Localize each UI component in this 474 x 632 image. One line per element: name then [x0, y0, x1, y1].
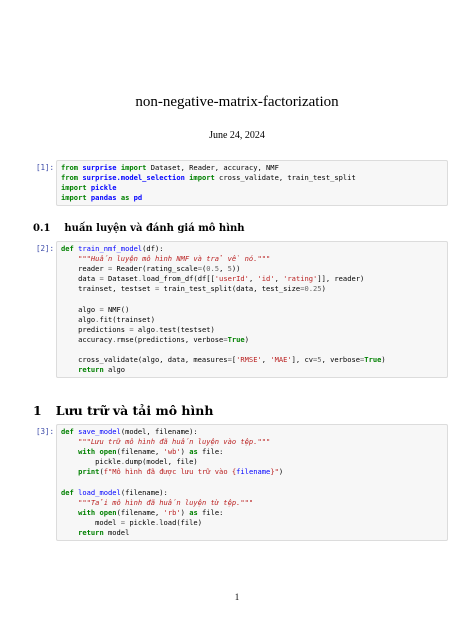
cell-prompt: [3]:	[35, 427, 54, 436]
code-token: =	[197, 264, 202, 274]
document-date: June 24, 2024	[209, 130, 265, 141]
code-token: NMF()	[103, 304, 130, 314]
code-token: file:	[197, 507, 224, 517]
code-token: surprise	[82, 163, 117, 172]
code-token: def	[61, 487, 74, 497]
code-token: 5	[227, 264, 232, 274]
code-line	[61, 183, 443, 193]
code-token: surprise.model_selection	[82, 173, 185, 183]
code-token: """Huấn luyện mô hình NMF và trả về nó."""	[78, 254, 271, 264]
code-token: Dataset	[103, 274, 138, 284]
code-token: f"Mô hình đã được lưu trữ vào {	[103, 467, 237, 477]
code-token: dump(model, file)	[125, 457, 198, 467]
code-token: load_model	[78, 487, 121, 497]
code-token: (df):	[142, 244, 164, 253]
code-token: .	[112, 334, 117, 344]
code-token: =	[313, 355, 318, 365]
code-token: algo	[61, 314, 96, 324]
code-token: 5	[317, 355, 322, 365]
code-line	[61, 457, 443, 467]
code-token: print	[78, 467, 100, 477]
code-token: load(file)	[159, 517, 202, 527]
document-title: non-negative-matrix-factorization	[135, 94, 339, 110]
code-token: pd	[133, 193, 143, 203]
code-token: pickle	[90, 183, 117, 193]
code-token: model	[103, 527, 130, 537]
code-token: ], cv	[291, 355, 314, 365]
code-token: (	[99, 467, 104, 477]
code-line	[61, 305, 443, 315]
code-token: 0.5	[206, 264, 220, 274]
cell-prompt: [2]:	[35, 244, 54, 253]
code-token: (filename):	[120, 487, 168, 497]
code-token: =	[107, 264, 113, 274]
code-line	[61, 437, 443, 447]
code-token: =	[360, 355, 365, 365]
code-token: )	[381, 355, 386, 365]
code-token: train_test_split(data, test_size	[159, 284, 301, 294]
code-token: )	[180, 447, 190, 457]
code-token: as	[189, 507, 198, 517]
code-line	[61, 254, 443, 264]
code-token: reader	[61, 264, 108, 274]
code-block[interactable]	[56, 241, 448, 378]
section-number: 0.1	[33, 223, 51, 234]
code-token: ,	[274, 274, 284, 284]
code-token: model	[61, 517, 121, 527]
code-token: =	[223, 334, 228, 344]
code-token: train_nmf_model	[78, 244, 143, 253]
code-token: test(testset)	[159, 324, 215, 334]
code-line	[61, 508, 443, 518]
code-token: accuracy	[61, 334, 113, 344]
code-token: cross_validate(algo, data, measures	[61, 355, 228, 365]
code-token: 0.25	[304, 284, 322, 294]
code-token: ,	[248, 274, 258, 284]
code-token: return	[78, 527, 104, 537]
code-line	[61, 518, 443, 528]
code-token: 'wb'	[163, 447, 181, 457]
code-token: (model, filename):	[120, 427, 198, 436]
code-token	[61, 508, 78, 517]
code-token: def	[61, 427, 74, 436]
code-token: =	[227, 355, 232, 365]
code-line	[61, 365, 443, 375]
code-token: .	[154, 517, 160, 527]
code-block[interactable]	[56, 160, 448, 206]
code-token	[61, 498, 78, 507]
code-token: ]], reader)	[317, 274, 365, 284]
section-title: Lưu trữ và tải mô hình	[55, 403, 214, 418]
code-token: cross_validate, train_test_split	[214, 173, 356, 183]
code-token: load_from_df(df[[	[142, 274, 215, 284]
code-token: =	[300, 284, 305, 294]
code-token: .	[120, 457, 126, 467]
code-token: )	[321, 284, 326, 294]
code-token: """Tải mô hình đã huấn luyện từ tệp."""	[78, 497, 254, 507]
code-token: data	[61, 274, 100, 284]
code-token: as	[189, 447, 198, 457]
code-token: (filename,	[116, 447, 164, 457]
section-title: huấn luyện và đánh giá mô hình	[64, 223, 245, 234]
code-token: algo	[61, 304, 100, 314]
code-token: save_model	[78, 427, 121, 436]
section-heading-0-1	[33, 223, 245, 234]
code-token	[61, 365, 78, 374]
code-token: as	[120, 193, 130, 203]
code-line	[61, 355, 443, 365]
code-token: .	[154, 324, 160, 334]
code-token	[61, 437, 78, 446]
code-line	[61, 447, 443, 457]
code-line	[61, 427, 443, 437]
code-token: file:	[197, 447, 224, 457]
code-token: rmse(predictions, verbose	[116, 334, 224, 344]
cell-prompt: [1]:	[35, 163, 54, 172]
code-token: , verbose	[321, 355, 361, 365]
code-token: pickle	[125, 517, 155, 527]
code-token: """Lưu trữ mô hình đã huấn luyện vào tệp."""	[78, 437, 271, 447]
code-line	[61, 163, 443, 173]
code-token: import	[61, 183, 87, 193]
code-token	[61, 447, 78, 456]
code-line	[61, 193, 443, 203]
code-token: Dataset, Reader, accuracy, NMF	[146, 163, 279, 172]
code-token: open	[99, 447, 117, 457]
code-line	[61, 498, 443, 508]
code-token: 'rating'	[283, 274, 318, 284]
code-token: import	[120, 163, 147, 172]
code-token: )	[180, 507, 190, 517]
code-line	[61, 335, 443, 345]
code-token: )	[278, 467, 284, 477]
code-token: [	[231, 355, 237, 365]
code-line	[61, 477, 443, 487]
code-line	[61, 173, 443, 183]
code-token: =	[99, 274, 104, 284]
code-token: .	[137, 274, 143, 284]
code-token: =	[154, 284, 160, 294]
code-token: ,	[261, 355, 271, 365]
code-token: ))	[231, 264, 241, 274]
code-token: def	[61, 244, 74, 253]
page-number: 1	[234, 592, 240, 602]
code-token	[61, 467, 78, 476]
code-token: algo	[133, 324, 155, 334]
code-token	[61, 254, 78, 263]
code-line	[61, 294, 443, 304]
code-line	[61, 315, 443, 325]
code-token: import	[61, 193, 87, 203]
code-token: open	[99, 507, 117, 517]
code-token: 'id'	[257, 274, 275, 284]
code-block[interactable]	[56, 424, 448, 541]
code-token: Reader(rating_scale	[112, 264, 198, 274]
code-line	[61, 284, 443, 294]
code-token: =	[129, 324, 134, 334]
code-token: True	[364, 355, 382, 365]
section-heading-1	[33, 403, 213, 418]
code-line	[61, 488, 443, 498]
code-token: predictions	[61, 324, 130, 334]
code-line	[61, 244, 443, 254]
code-token: algo	[103, 365, 126, 375]
code-token: fit(trainset)	[99, 314, 155, 324]
code-line	[61, 274, 443, 284]
code-token: pickle	[61, 457, 121, 467]
section-number: 1	[33, 403, 42, 418]
code-line	[61, 467, 443, 477]
code-token: 'userId'	[214, 274, 249, 284]
code-token: )	[244, 334, 249, 344]
code-token: True	[227, 334, 245, 344]
code-token: import	[189, 173, 215, 183]
code-token: (filename,	[116, 507, 164, 517]
code-token: with	[78, 507, 96, 517]
code-token: from	[61, 163, 79, 172]
code-token: =	[99, 304, 104, 314]
code-token: from	[61, 173, 79, 183]
code-token: }"	[270, 467, 279, 477]
code-token: =	[120, 517, 126, 527]
code-token: 'MAE'	[270, 355, 292, 365]
code-token: trainset, testset	[61, 284, 155, 294]
code-line	[61, 264, 443, 274]
code-token: filename	[236, 467, 271, 477]
code-token: .	[95, 314, 100, 324]
code-token: return	[78, 365, 104, 375]
code-token: pandas	[90, 193, 117, 203]
code-token	[61, 528, 78, 537]
code-token: 'RMSE'	[236, 355, 262, 365]
code-token: (	[201, 264, 207, 274]
code-token: ,	[219, 264, 228, 274]
code-token: with	[78, 447, 96, 457]
code-line	[61, 325, 443, 335]
code-token: 'rb'	[163, 507, 181, 517]
code-line	[61, 345, 443, 355]
code-line	[61, 528, 443, 538]
